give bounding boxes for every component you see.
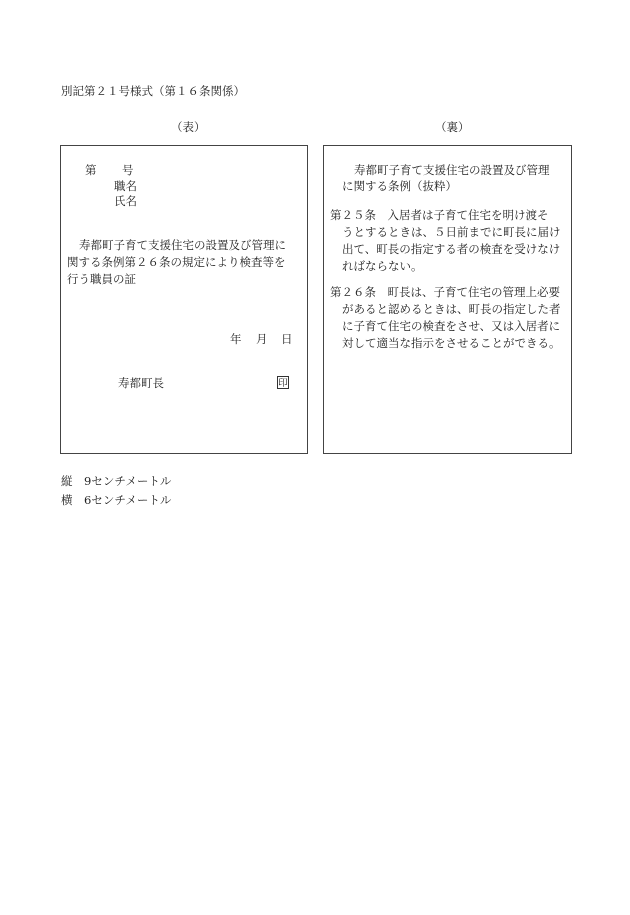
front-card: [60, 145, 308, 454]
article-25-line-2: うとするときは、５日前までに町長に届け: [342, 225, 561, 239]
number-suffix: 号: [122, 163, 134, 177]
seal-icon: 印: [278, 378, 288, 389]
article-26-line-3: に子育て住宅の検査をさせ、又は入居者に: [342, 319, 561, 333]
back-title-line-1: 寿都町子育て支援住宅の設置及び管理: [354, 163, 550, 177]
dimension-height: 縦 9センチメートル: [61, 474, 172, 488]
article-25-line-1: 第２５条 入居者は子育て住宅を明け渡そ: [330, 208, 549, 222]
issuer: 寿都町長: [118, 376, 164, 390]
article-26-line-2: があると認めるときは、町長の指定した者: [342, 302, 561, 316]
certificate-line-2: 関する条例第２６条の規定により検査等を: [67, 255, 286, 269]
certificate-line-1: 寿都町子育て支援住宅の設置及び管理に: [79, 238, 286, 252]
number-prefix: 第: [85, 163, 97, 177]
article-26-line-1: 第２６条 町長は、子育て住宅の管理上必要: [330, 285, 560, 299]
position-label: 職名: [114, 179, 137, 193]
date-year: 年: [230, 332, 242, 346]
form-title: 別記第２１号様式（第１６条関係）: [61, 84, 245, 98]
dimension-width: 横 6センチメートル: [61, 493, 172, 507]
article-26-line-4: 対して適当な指示をさせることができる。: [342, 336, 561, 350]
back-card: [323, 145, 572, 454]
front-label: （表）: [171, 120, 206, 134]
article-25-line-4: ればならない。: [342, 259, 423, 273]
article-25-line-3: 出て、町長の指定する者の検査を受けなけ: [342, 242, 561, 256]
back-title-line-2: に関する条例（抜粋）: [342, 179, 457, 193]
back-label: （裏）: [435, 120, 470, 134]
name-label: 氏名: [114, 194, 137, 208]
date-day: 日: [281, 332, 293, 346]
date-month: 月: [256, 332, 268, 346]
certificate-line-3: 行う職員の証: [67, 272, 136, 286]
